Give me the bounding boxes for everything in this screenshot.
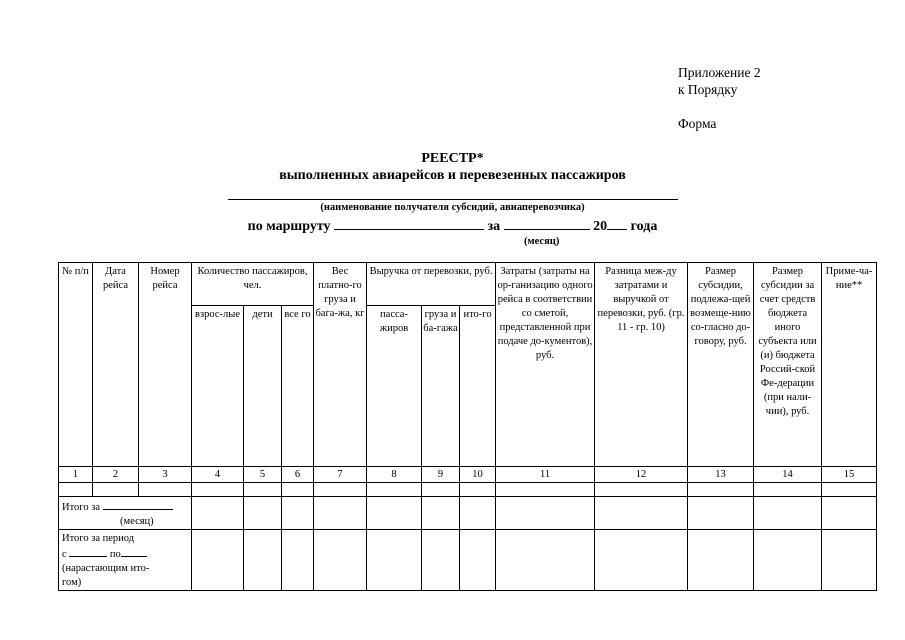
- col-number: 8: [367, 467, 422, 483]
- total-month-label: [59, 497, 192, 530]
- cell[interactable]: [595, 497, 688, 530]
- header-weight: Вес платно-го груза и бага-жа, кг: [314, 263, 367, 467]
- total-month-caption: (месяц): [120, 516, 154, 527]
- cell[interactable]: [496, 497, 595, 530]
- col-number: 10: [460, 467, 496, 483]
- cell[interactable]: [460, 497, 496, 530]
- route-prefix: по маршруту: [247, 219, 331, 234]
- cell[interactable]: [314, 530, 367, 591]
- total-month-prefix: Итого за: [62, 502, 101, 513]
- header-subsidy-other: Размер субсидии за счет средств бюджета иного субъекта или (и) бюджета Россий-ской Фе-дерации (при нали-чии), руб.: [754, 263, 822, 467]
- col-number: 1: [59, 467, 93, 483]
- month-caption: (месяц): [524, 236, 560, 247]
- header-revenue: Выручка от перевозки, руб.: [367, 263, 496, 306]
- header-num: № п/п: [59, 263, 93, 467]
- cell[interactable]: [367, 497, 422, 530]
- header-flight: Номер рейса: [139, 263, 192, 467]
- cell[interactable]: [282, 530, 314, 591]
- cell[interactable]: [754, 497, 822, 530]
- header-costs: Затраты (затраты на ор-ганизацию одного рейса в соответствии со сметой, представленной при подаче до-кументов), руб.: [496, 263, 595, 467]
- total-period-to: по: [109, 549, 121, 560]
- annex-line-2: к Порядку: [678, 82, 738, 97]
- total-month-row: [59, 497, 877, 530]
- annex-block: [678, 64, 761, 132]
- header-revenue-total: ито-го: [460, 306, 496, 467]
- period-from-field[interactable]: [69, 546, 107, 557]
- cell[interactable]: [688, 497, 754, 530]
- register-table: [58, 262, 877, 591]
- total-period-line-1: Итого за период: [62, 533, 135, 544]
- col-number: 13: [688, 467, 754, 483]
- cell[interactable]: [192, 530, 244, 591]
- route-field[interactable]: [334, 217, 484, 230]
- header-children: дети: [244, 306, 282, 467]
- col-number: 11: [496, 467, 595, 483]
- year-field[interactable]: [607, 217, 627, 230]
- header-adults: взрос-лые: [192, 306, 244, 467]
- cell[interactable]: [822, 497, 877, 530]
- route-for: за: [487, 219, 501, 234]
- column-numbers-row: [59, 467, 877, 483]
- cell[interactable]: [595, 530, 688, 591]
- col-number: 7: [314, 467, 367, 483]
- document-title: [0, 150, 905, 184]
- recipient-line[interactable]: [228, 199, 678, 200]
- year-suffix: года: [630, 219, 658, 234]
- data-row-empty[interactable]: [59, 483, 877, 497]
- cell[interactable]: [496, 530, 595, 591]
- col-number: 4: [192, 467, 244, 483]
- cell[interactable]: [244, 497, 282, 530]
- col-number: 5: [244, 467, 282, 483]
- cell[interactable]: [244, 530, 282, 591]
- cell[interactable]: [688, 530, 754, 591]
- col-number: 9: [422, 467, 460, 483]
- annex-line-form: Форма: [678, 116, 717, 131]
- header-revenue-cargo: груза и ба-гажа: [422, 306, 460, 467]
- header-note: Приме-ча-ние**: [822, 263, 877, 467]
- header-difference: Разница меж-ду затратами и выручкой от перевозки, руб. (гр. 11 - гр. 10): [595, 263, 688, 467]
- total-period-row: [59, 530, 877, 591]
- title-line-1: РЕЕСТР*: [421, 151, 484, 166]
- col-number: 14: [754, 467, 822, 483]
- cell[interactable]: [822, 530, 877, 591]
- month-field[interactable]: [504, 217, 590, 230]
- cell[interactable]: [422, 530, 460, 591]
- header-date: Дата рейса: [93, 263, 139, 467]
- total-period-from: с: [62, 549, 67, 560]
- year-prefix: 20: [593, 219, 608, 234]
- col-number: 15: [822, 467, 877, 483]
- col-number: 6: [282, 467, 314, 483]
- header-subsidy: Размер субсидии, подлежа-щей возмеще-нию со-гласно до-говору, руб.: [688, 263, 754, 467]
- header-total-passengers: все го: [282, 306, 314, 467]
- header-revenue-passengers: пасса-жиров: [367, 306, 422, 467]
- cell[interactable]: [314, 497, 367, 530]
- total-period-line-4: гом): [62, 577, 82, 588]
- recipient-caption: (наименование получателя субсидий, авиаперевозчика): [320, 202, 585, 213]
- cell[interactable]: [754, 530, 822, 591]
- title-line-2: выполненных авиарейсов и перевезенных пассажиров: [279, 168, 626, 183]
- col-number: 3: [139, 467, 192, 483]
- cell[interactable]: [192, 497, 244, 530]
- total-month-field[interactable]: [103, 499, 173, 510]
- period-to-field[interactable]: [121, 546, 147, 557]
- col-number: 2: [93, 467, 139, 483]
- col-number: 12: [595, 467, 688, 483]
- header-passengers: Количество пассажиров, чел.: [192, 263, 314, 306]
- cell[interactable]: [367, 530, 422, 591]
- total-period-label: [59, 530, 192, 591]
- cell[interactable]: [422, 497, 460, 530]
- annex-line-1: Приложение 2: [678, 65, 761, 80]
- total-period-line-3: (нарастающим ито-: [62, 563, 150, 574]
- cell[interactable]: [282, 497, 314, 530]
- route-line: [0, 217, 905, 235]
- cell[interactable]: [460, 530, 496, 591]
